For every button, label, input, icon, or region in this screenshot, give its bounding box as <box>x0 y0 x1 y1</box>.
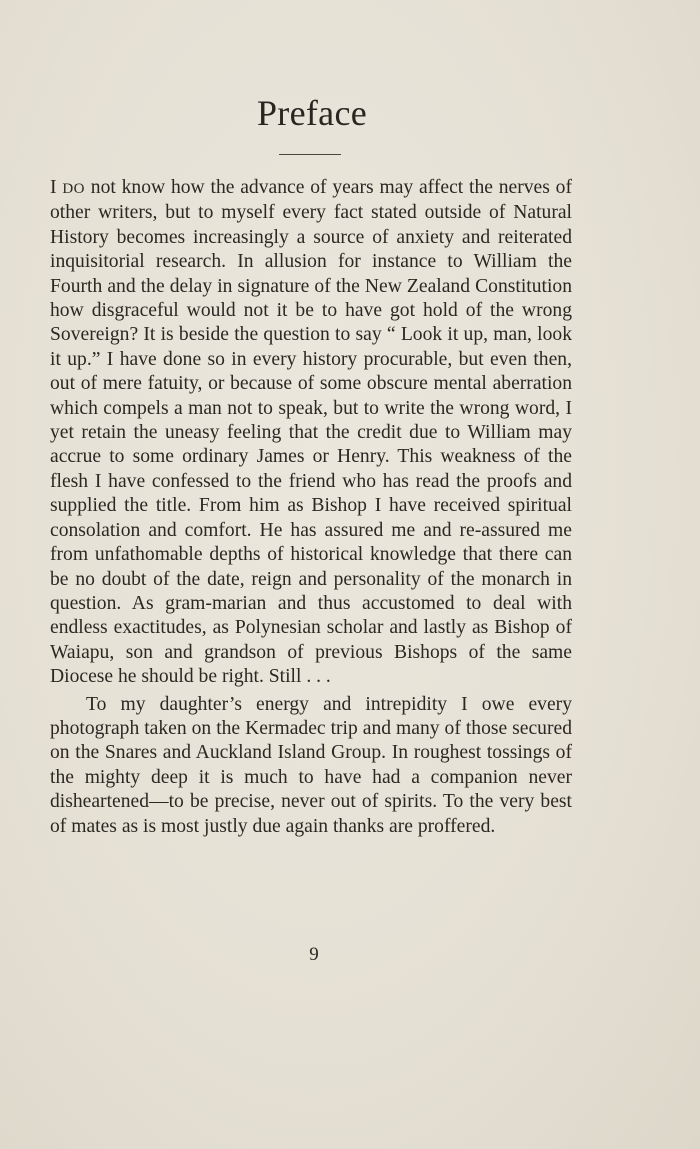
title-divider <box>279 154 341 155</box>
page-number: 9 <box>309 944 319 965</box>
paragraph-1-text: not know how the advance of years may affect the nerves of other writers, but to myself every fact stated outside of Natural History becomes increasingly a source of anxiety and reiterated inquisitorial research. In allusion for instance to William the Fourth and the delay in signature of the New Zealand Constitution how disgraceful would not it be to have got hold of the wrong Sovereign? It is beside the question to say “ Look it up, man, look it up.” I have done so in every history procurable, but even then, out of mere fatuity, or because of some obscure mental aberration which compels a man not to speak, but to write the wrong word, I yet retain the uneasy feeling that the credit due to William may accrue to some ordinary James or Henry. This weakness of the flesh I have confessed to the friend who has read the proofs and supplied the title. From him as Bishop I have received spiritual consolation and comfort. He has assured me and re-assured me from unfathomable depths of historical knowledge that there can be no doubt of the date, reign and personality of the monarch in question. As gram-marian and thus accustomed to deal with endless exactitudes, as Polynesian scholar and lastly as Bishop of Waiapu, son and grandson of previous Bishops of the same Diocese he should be right. Still . . . <box>50 177 572 688</box>
page-title: Preface <box>256 93 367 133</box>
preface-body <box>50 176 572 839</box>
paragraph-1 <box>50 176 572 690</box>
paragraph-2: To my daughter’s energy and intrepidity I owe every photograph taken on the Kermadec trip and many of those secured on the Snares and Auckland Island Group. In roughest tossings of the mighty deep it is much to have had a companion never disheartened—to be precise, never out of spirits. To the very best of mates as is most justly due again thanks are proffered. <box>50 693 572 837</box>
paragraph-1-smallcaps: DO <box>62 181 85 197</box>
paragraph-1-initial: I <box>50 177 57 198</box>
